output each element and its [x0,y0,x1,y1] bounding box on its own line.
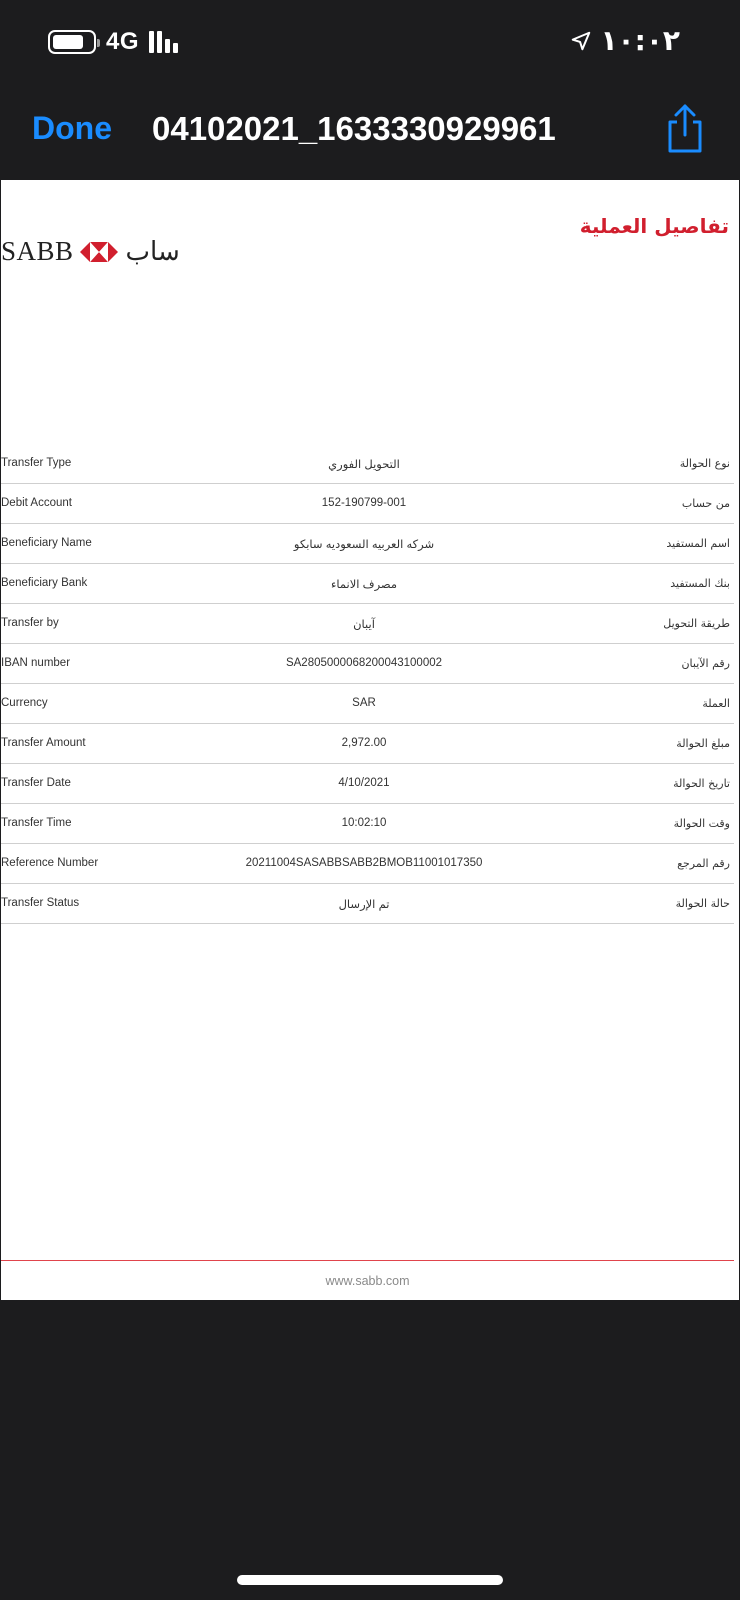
detail-label-en: Transfer by [1,617,59,629]
detail-label-ar: حالة الحوالة [675,897,730,910]
detail-label-ar: بنك المستفيد [670,577,730,590]
detail-value: 10:02:10 [341,817,387,829]
battery-icon [48,30,96,54]
detail-label-en: Currency [1,697,48,709]
detail-label-en: Transfer Type [1,457,72,469]
detail-row [1,644,734,684]
detail-label-en: Transfer Status [1,897,80,909]
detail-value: التحويل الفوري [328,459,400,471]
battery-fill [53,35,83,49]
done-button[interactable]: Done [32,110,112,146]
detail-label-ar: رقم الآيبان [681,657,730,670]
detail-row [1,684,734,724]
status-left [48,28,178,56]
status-right [570,24,680,57]
detail-label-ar: تاريخ الحوالة [673,777,730,790]
hexagon-logo-icon [80,242,118,262]
detail-value: 152-190799-001 [321,497,407,509]
detail-value: 2,972.00 [341,737,387,749]
detail-row [1,884,734,924]
detail-label-ar: وقت الحوالة [673,817,730,830]
share-icon[interactable] [664,102,706,154]
detail-label-en: Reference Number [1,857,99,869]
detail-value: شركه العربيه السعوديه سابكو [293,539,435,551]
logo-text-ar: ساب [125,236,180,267]
detail-row [1,564,734,604]
document-page [1,180,739,1300]
detail-value: مصرف الانماء [330,579,398,591]
detail-label-en: Transfer Amount [1,737,86,749]
detail-row [1,484,734,524]
detail-label-ar: نوع الحوالة [679,457,730,470]
location-arrow-icon [570,30,592,52]
detail-row [1,804,734,844]
detail-label-ar: العملة [702,697,730,710]
detail-label-ar: طريقة التحويل [663,617,730,630]
transaction-details-title: تفاصيل العملية [579,214,729,238]
detail-label-en: Debit Account [1,497,72,509]
detail-value: آيبان [353,619,375,631]
detail-value: تم الإرسال [338,899,390,911]
detail-row [1,524,734,564]
footer-website: www.sabb.com [325,1274,410,1288]
network-type: 4G [106,28,140,55]
detail-row [1,724,734,764]
detail-label-ar: من حساب [681,497,730,510]
home-indicator[interactable] [237,1575,503,1585]
detail-value: SA2805000068200043100002 [285,657,443,669]
detail-label-en: Transfer Date [1,777,71,789]
nav-bar [0,84,740,176]
detail-label-en: IBAN number [1,657,71,669]
detail-label-en: Beneficiary Name [1,537,92,549]
detail-value: 20211004SASABBSABB2BMOB11001017350 [245,857,483,869]
signal-bars-icon [149,31,178,53]
detail-value: 4/10/2021 [338,777,390,789]
detail-row [1,604,734,644]
document-title: 04102021_1633330929961 [152,110,556,147]
footer-divider [1,1260,734,1261]
detail-row [1,444,734,484]
detail-label-ar: اسم المستفيد [666,537,730,550]
detail-label-en: Beneficiary Bank [1,577,88,589]
detail-label-ar: رقم المرجع [677,857,730,870]
clock: ١٠:٠٢ [600,24,680,57]
detail-label-ar: مبلغ الحوالة [676,737,730,750]
logo-text-en: SABB [1,236,74,266]
transaction-details-table [1,444,734,924]
sabb-logo [1,236,180,267]
detail-row [1,844,734,884]
status-bar [0,0,740,84]
detail-label-en: Transfer Time [1,817,72,829]
detail-row [1,764,734,804]
detail-value: SAR [352,697,376,709]
